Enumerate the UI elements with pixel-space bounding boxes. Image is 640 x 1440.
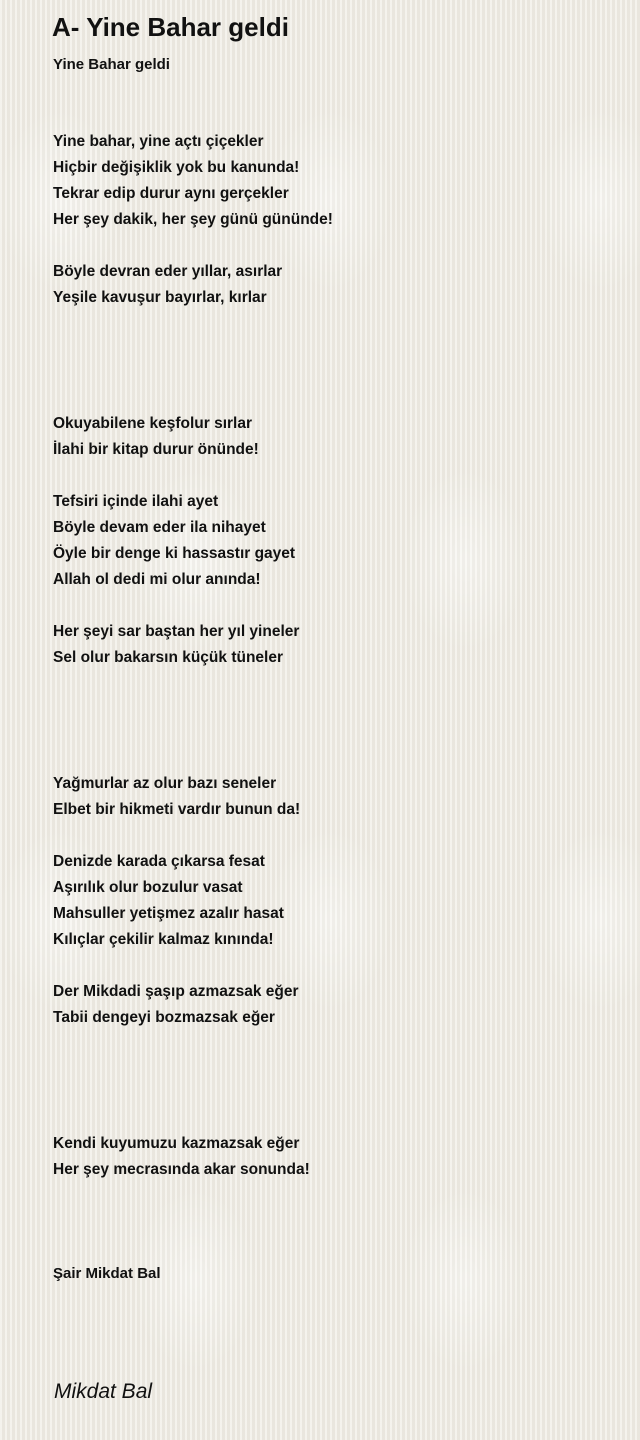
poem-line: Elbet bir hikmeti vardır bunun da! [53, 801, 301, 818]
poem-line: Tekrar edip durur aynı gerçekler [53, 185, 289, 202]
poem-line: Öyle bir denge ki hassastır gayet [53, 545, 296, 562]
poem-line: Denizde karada çıkarsa fesat [53, 853, 265, 870]
poem-line: Okuyabilene keşfolur sırlar [53, 415, 253, 432]
poem-line: İlahi bir kitap durur önünde! [53, 441, 259, 458]
poem-line: Yine bahar, yine açtı çiçekler [53, 133, 264, 150]
poem-line: Her şey dakik, her şey günü gününde! [53, 211, 333, 228]
poem-line: Allah ol dedi mi olur anında! [53, 571, 261, 588]
poem-line: Tefsiri içinde ilahi ayet [53, 493, 219, 510]
poem-line: Aşırılık olur bozulur vasat [53, 879, 243, 896]
poem-line: Sel olur bakarsın küçük tüneler [53, 649, 283, 666]
poem-line: Mahsuller yetişmez azalır hasat [53, 905, 284, 922]
poem-line: Kılıçlar çekilir kalmaz kınında! [53, 931, 274, 948]
poem-line: Her şeyi sar baştan her yıl yineler [53, 623, 300, 640]
poem-line: Kendi kuyumuzu kazmazsak eğer [53, 1135, 300, 1152]
poet-credit: Şair Mikdat Bal [53, 1265, 161, 1282]
poem-title: A- Yine Bahar geldi [52, 12, 289, 42]
poem-line: Yeşile kavuşur bayırlar, kırlar [53, 289, 267, 306]
poem-line: Her şey mecrasında akar sonunda! [53, 1161, 310, 1178]
poem-subtitle: Yine Bahar geldi [53, 56, 170, 73]
poem-line: Yağmurlar az olur bazı seneler [53, 775, 277, 792]
poem-line: Böyle devam eder ila nihayet [53, 519, 266, 536]
poem-line: Böyle devran eder yıllar, asırlar [53, 263, 283, 280]
poem-line: Tabii dengeyi bozmazsak eğer [53, 1009, 275, 1026]
poem-line: Hiçbir değişiklik yok bu kanunda! [53, 159, 300, 176]
poem-line: Der Mikdadi şaşıp azmazsak eğer [53, 983, 299, 1000]
author-signature: Mikdat Bal [54, 1380, 153, 1403]
